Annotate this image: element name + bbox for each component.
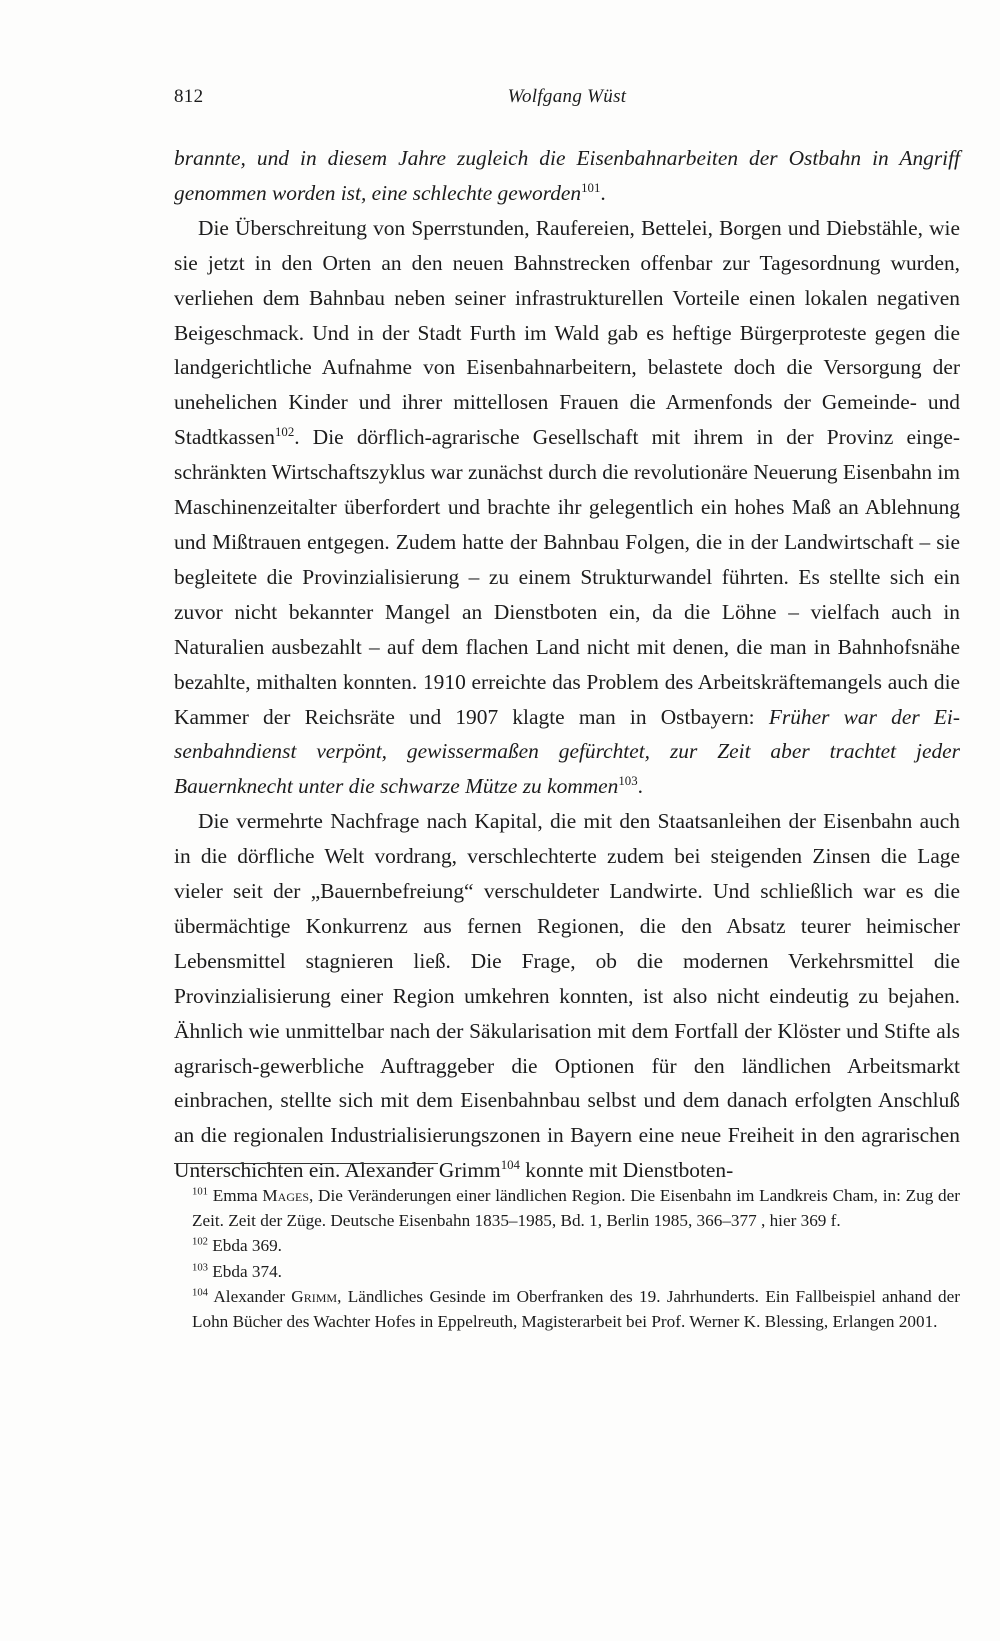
footnote-text: Emma	[207, 1186, 263, 1205]
paragraph-quote-continuation	[174, 141, 960, 211]
footnote-separator	[174, 1163, 438, 1164]
paragraph-text: Die vermehrte Nachfrage nach Kapital, die mit den Staatsanleihen der Eisenbahn auch in die dörfliche Welt vordrang, verschlechterte zudem bei steigenden Zinsen die Lage vieler seit der „Bauernbefreiung“ verschuldeter Landwirte. Und schließlich war es die übermächtige Konkurrenz aus fernen Regionen, die den Absatz teurer heimischer Lebensmittel stagnieren ließ. Die Frage, ob die modernen Verkehrsmittel die Provinzialisierung einer Region umkehren konnten, ist also nicht eindeutig zu bejahen. Ähnlich wie unmittelbar nach der Säkularisation mit dem Fortfall der Klöster und Stifte als agrarisch-gewerbliche Auftraggeber die Optionen für den ländlichen Arbeitsmarkt einbrachen, stellte sich mit dem Eisenbahnbau selbst und dem danach erfolgten Anschluß an die regionalen Industrialisierungszonen in Bayern eine neue Freiheit in den agrarischen Unterschichten ein. Alexander Grimm	[174, 809, 960, 1183]
footnote-author: Mages	[262, 1186, 309, 1205]
footnotes	[174, 1183, 960, 1334]
paragraph-text: Die Überschreitung von Sperrstunden, Raufereien, Bettelei, Borgen und Diebstähle, wie sie jetzt in den Orten an den neuen Bahnstrecken offenbar zur Tagesordnung wurden, verliehen dem Bahnbau neben seiner infrastrukturellen Vorteile einen lokalen negativen Beigeschmack. Und in der Stadt Furth im Wald gab es heftige Bürgerproteste gegen die landgerichtliche Aufnahme von Eisenbahnarbeitern, belastete doch die Versorgung der unehelichen Kinder und ihrer mittellosen Frauen die Armenfonds der Gemeinde- und Stadtkassen	[174, 215, 960, 450]
page-number: 812	[174, 86, 204, 107]
footnote-text: Alexander	[207, 1286, 292, 1306]
footnote-text: Ebda 369.	[207, 1236, 282, 1256]
footnote-text: Ebda 374.	[207, 1261, 282, 1281]
footnote-number: 102	[192, 1236, 208, 1248]
footnote-ref-104: 104	[500, 1158, 520, 1173]
footnote-ref-102: 102	[275, 425, 295, 440]
main-text	[174, 141, 960, 1188]
footnote-number: 103	[192, 1261, 208, 1273]
footnote-103	[174, 1259, 960, 1284]
footnote-text: , Die Veränderungen einer ländlichen Region. Die Eisenbahn im Landkreis Cham, in: Zug der Zeit. Zeit der Züge. Deutsche Eisenbahn 1835–1985, Bd. 1, Berlin 1985, 366–377 , hier 369 f.	[192, 1186, 960, 1231]
paragraph-text: . Die dörflich-agrarische Gesellschaft mit ihrem in der Provinz eingeschränkten Wirtschaftszyklus war zunächst durch die revolutionäre Neuerung Eisenbahn im Maschinenzeitalter überfordert und brachte ihr gelegentlich ein hohes Maß an Ablehnung und Mißtrauen entgegen. Zudem hatte der Bahnbau Folgen, die in der Landwirtschaft – sie begleitete die Provinzialisierung – zu einem Strukturwandel führten. Es stellte sich ein zuvor nicht bekannter Mangel an Dienstboten ein, da die Löhne – vielfach auch in Naturalien ausbezahlt – auf dem flachen Land nicht mit denen, die man in Bahnhofsnähe bezahlte, mithalten konnten. 1910 erreichte das Problem des Arbeitskräftemangels auch die Kammer der Reichsräte und 1907 klagte man in Ostbayern:	[174, 425, 960, 729]
footnote-ref-103: 103	[618, 774, 638, 789]
footnote-author: Grimm	[291, 1286, 338, 1306]
paragraph-capital-demand	[174, 804, 960, 1188]
footnote-text: , Ländliches Gesinde im Oberfranken des 19. Jahrhunderts. Ein Fallbeispiel anhand der Lohn Bücher des Wachter Hofes in Eppelreuth, Magisterarbeit bei Prof. Werner K. Blessing, Erlangen 2001.	[192, 1286, 960, 1332]
footnote-101	[174, 1183, 960, 1233]
sentence-end: .	[637, 774, 643, 799]
paragraph-text: konnte mit Dienstboten-	[519, 1158, 734, 1183]
quote-text: brannte, und in diesem Jahre zugleich die Eisenbahnarbeiten der Ostbahn in Angriff genommen worden ist, eine schlechte geworden	[174, 146, 960, 205]
running-head: Wolfgang Wüst	[507, 86, 627, 107]
quote-text: Früher war der Eisenbahndienst verpönt, gewissermaßen gefürchtet, zur Zeit aber trachtet jeder Bauernknecht unter die schwarze Mütze zu kommen	[174, 704, 960, 799]
footnote-number: 101	[192, 1186, 208, 1198]
sentence-end: .	[600, 180, 606, 205]
footnote-number: 104	[192, 1287, 208, 1299]
footnote-ref-101: 101	[581, 180, 601, 195]
footnote-102	[174, 1233, 960, 1258]
paragraph-railway-construction	[174, 211, 960, 804]
page-header	[174, 86, 960, 120]
footnote-104	[174, 1284, 960, 1334]
